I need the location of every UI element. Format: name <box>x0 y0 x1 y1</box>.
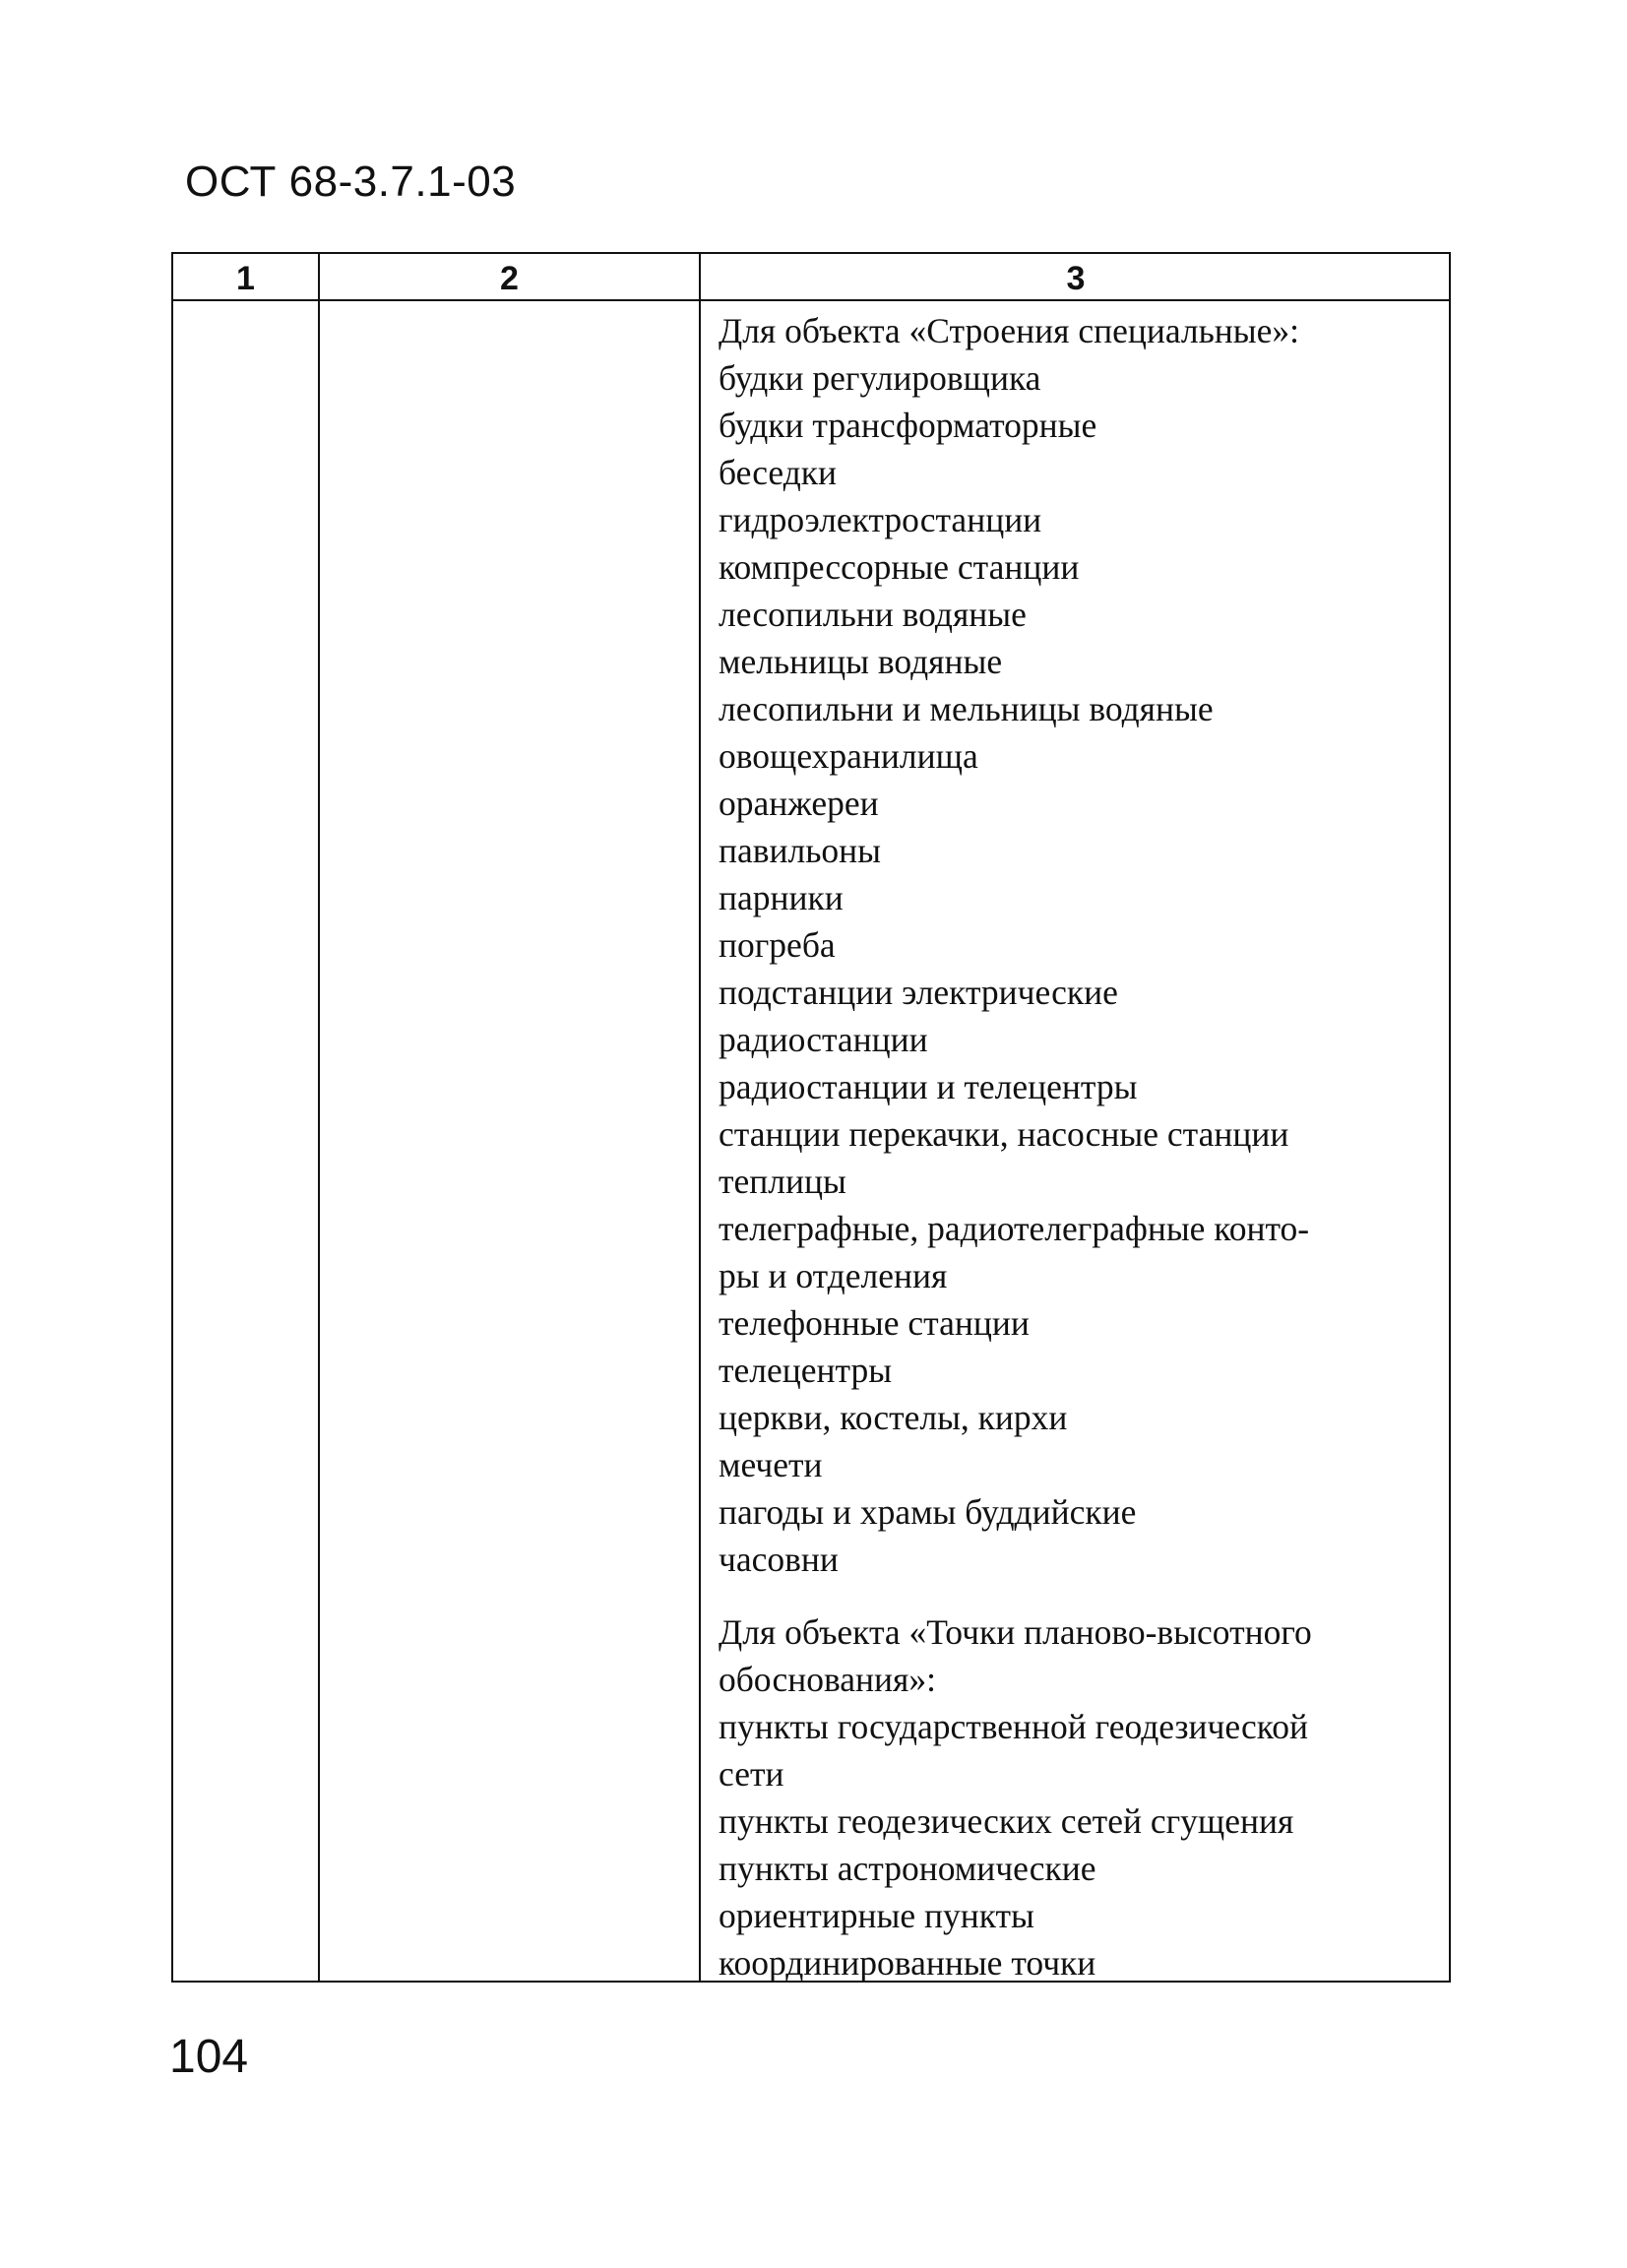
section-title-survey-points: Для объекта «Точки планово-высотного <box>719 1612 1312 1652</box>
list-item: погреба <box>719 925 836 965</box>
list-item: будки регулировщика <box>719 358 1041 398</box>
list-item: радиостанции <box>719 1020 928 1059</box>
list-item: подстанции электрические <box>719 973 1118 1012</box>
column-3-content <box>719 307 1447 1986</box>
list-item: компрессорные станции <box>719 547 1080 587</box>
list-item: будки трансформаторные <box>719 406 1097 445</box>
list-item: часовни <box>719 1540 839 1579</box>
list-item: пункты геодезических сетей сгущения <box>719 1801 1294 1841</box>
list-item: радиостанции и телецентры <box>719 1067 1138 1106</box>
column-divider-1 <box>318 254 320 1981</box>
list-item: парники <box>719 878 844 917</box>
header-cell-2: 2 <box>500 260 519 297</box>
document-code: ОСТ 68-3.7.1-03 <box>185 158 517 206</box>
list-item: ориентирные пункты <box>719 1896 1034 1935</box>
list-item: павильоны <box>719 831 882 870</box>
list-item: мельницы водяные <box>719 642 1003 681</box>
list-item: теплицы <box>719 1162 846 1201</box>
list-item: лесопильни водяные <box>719 595 1027 634</box>
list-item: церкви, костелы, кирхи <box>719 1398 1068 1437</box>
list-item: телеграфные, радиотелеграфные конто- <box>719 1209 1310 1248</box>
list-item: пункты астрономические <box>719 1849 1096 1888</box>
list-item: телефонные станции <box>719 1303 1030 1343</box>
section-title-survey-points-cont: обоснования»: <box>719 1660 936 1699</box>
list-item: мечети <box>719 1445 823 1484</box>
list-item: станции перекачки, насосные станции <box>719 1114 1289 1154</box>
list-item: телецентры <box>719 1351 893 1390</box>
list-item: оранжереи <box>719 784 879 823</box>
column-divider-2 <box>699 254 701 1981</box>
list-item: координированные точки <box>719 1943 1096 1983</box>
list-item: овощехранилища <box>719 736 978 776</box>
section-spacer <box>719 1583 1447 1608</box>
list-item: сети <box>719 1754 784 1794</box>
list-item: ры и отделения <box>719 1256 948 1295</box>
header-cell-3: 3 <box>1066 260 1086 297</box>
header-cell-1: 1 <box>236 260 255 297</box>
classification-table <box>171 252 1451 1983</box>
list-item: пагоды и храмы буддийские <box>719 1492 1137 1532</box>
list-item: пункты государственной геодезической <box>719 1707 1308 1746</box>
list-item: лесопильни и мельницы водяные <box>719 689 1214 728</box>
page-number: 104 <box>169 2031 249 2083</box>
table-header-row <box>173 254 1449 301</box>
list-item: гидроэлектростанции <box>719 500 1042 539</box>
section-title-structures: Для объекта «Строения специальные»: <box>719 311 1300 350</box>
list-item: беседки <box>719 453 838 492</box>
